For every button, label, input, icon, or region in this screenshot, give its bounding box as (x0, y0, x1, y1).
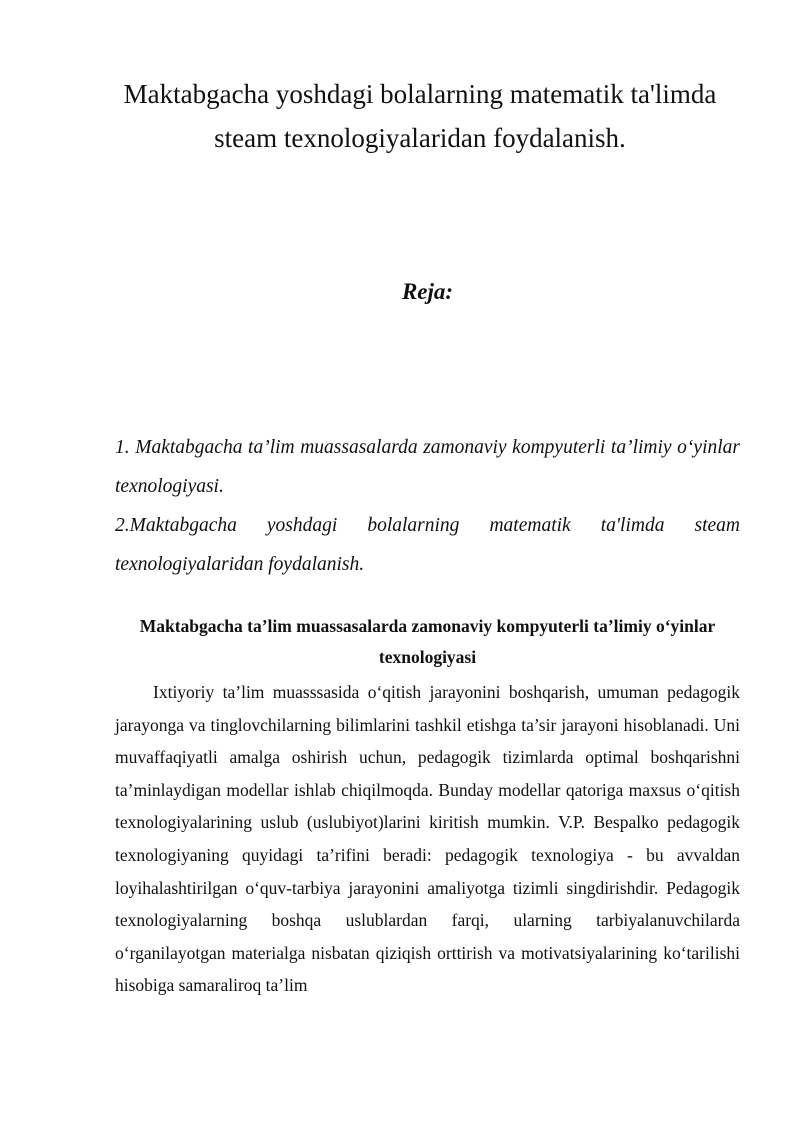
document-title-line-1: Maktabgacha yoshdagi bolalarning matematik ta'limda (123, 79, 717, 109)
plan-heading: Reja: (401, 279, 454, 304)
plan-item-1: 1. Maktabgacha ta’lim muassasalarda zamonaviy kompyuterli ta’limiy o‘yinlar texnologiyasi. (115, 437, 740, 497)
plan-list (115, 428, 740, 584)
section-heading: Maktabgacha ta’lim muassasalarda zamonaviy kompyuterli ta’limiy o‘yinlar texnologiyasi (139, 616, 716, 667)
document-title (100, 72, 740, 160)
document-title-line-2: steam texnologiyalaridan foydalanish. (214, 123, 626, 153)
plan-item-2: 2.Maktabgacha yoshdagi bolalarning matematik ta'limda steam texnologiyalaridan foydalanish. (115, 515, 740, 575)
body-paragraph: Ixtiyoriy ta’lim muasssasida o‘qitish jarayonini boshqarish, umuman pedagogik jarayonga va tinglovchilarning bilimlarini tashkil etishga ta’sir jarayoni hisoblanadi. Uni muvaffaqiyatli amalga oshirish uchun, pedagogik tizimlarda optimal boshqarishni ta’minlaydigan modellar ishlab chiqilmoqda. Bunday modellar qatoriga maxsus o‘qitish texnologiyalarining uslub (uslubiyot)larini kiritish mumkin. V.P. Bespalko pedagogik texnologiyaning quyidagi ta’rifini beradi: pedagogik texnologiya - bu avvaldan loyihalashtirilgan o‘quv-tarbiya jarayonini amaliyotga tizimli singdirishdir. Pedagogik texnologiyalarning boshqa uslublardan farqi, ularning tarbiyalanuvchilarda o‘rganilayotgan materialga nisbatan qiziqish orttirish va motivatsiyalarining ko‘tarilishi hisobiga samaraliroq ta’lim (115, 682, 740, 996)
